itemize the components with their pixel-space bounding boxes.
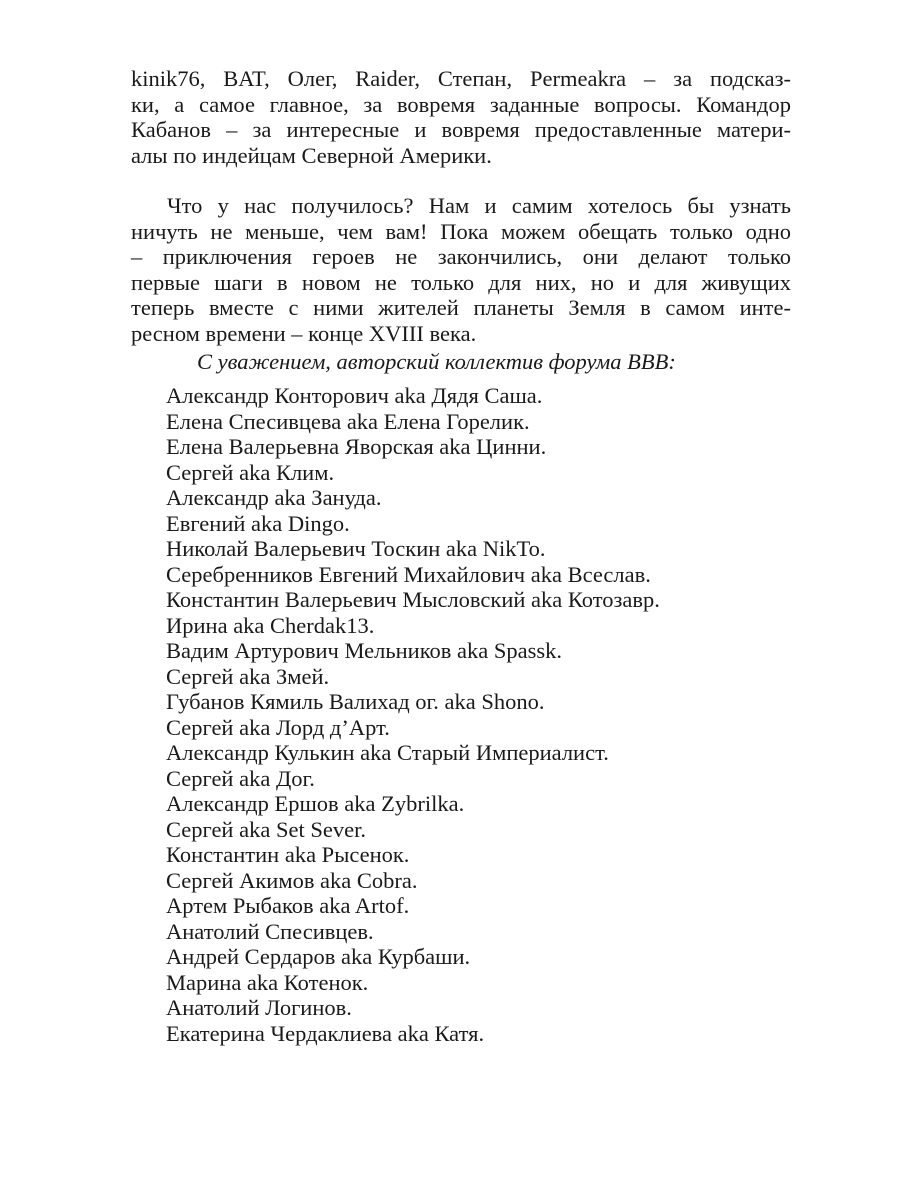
paragraph-line: ничуть не меньше, чем вам! Пока можем обещать только одно — [131, 218, 791, 244]
author-item: Марина aka Котенок. — [166, 969, 369, 995]
authors-list — [131, 383, 791, 1046]
paragraph-line: Что у нас получилось? Нам и самим хотелось бы узнать — [167, 193, 791, 218]
author-item: Елена Валерьевна Яворская aka Цинни. — [166, 434, 547, 459]
paragraph-line: ки, а самое главное, за вовремя заданные вопросы. Командор — [131, 91, 791, 117]
author-item: Сергей aka Set Sever. — [166, 816, 366, 842]
paragraph-line: теперь вместе с ними жителей планеты Земля в самом инте- — [131, 295, 791, 320]
author-item: Константин Валерьевич Мысловский aka Котозавр. — [166, 587, 660, 612]
author-item: Евгений aka Dingo. — [166, 510, 350, 536]
author-item: Артем Рыбаков aka Artof. — [166, 893, 410, 918]
closing-paragraph — [131, 193, 791, 346]
author-item: Александр Ершов aka Zybrilka. — [166, 791, 465, 816]
author-item: Константин aka Рысенок. — [166, 842, 410, 867]
book-page — [131, 66, 791, 1046]
author-item: Елена Спесивцева aka Елена Горелик. — [166, 408, 530, 434]
author-item: Николай Валерьевич Тоскин aka NikTo. — [166, 536, 546, 561]
signature-line: С уважением, авторский коллектив форума ВВВ: — [197, 349, 676, 374]
author-item: Андрей Сердаров aka Курбаши. — [166, 944, 471, 969]
author-item: Екатерина Чердаклиева aka Катя. — [166, 1020, 485, 1046]
author-item: Анатолий Спесивцев. — [166, 918, 374, 944]
acknowledgement-paragraph — [131, 66, 791, 168]
paragraph-line: Кабанов – за интересные и вовремя предоставленные матери- — [131, 117, 791, 142]
paragraph-line: – приключения героев не закончились, они делают только — [131, 244, 791, 269]
author-item: Губанов Кямиль Валихад ог. aka Shono. — [166, 689, 545, 714]
author-item: Александр Конторович aka Дядя Саша. — [166, 383, 543, 408]
paragraph-line: kinik76, BAT, Олег, Raider, Степан, Permeakra – за подсказ- — [131, 66, 791, 91]
paragraph-line: первые шаги в новом не только для них, но и для живущих — [131, 269, 791, 295]
author-item: Сергей aka Змей. — [166, 663, 330, 689]
author-item: Александр aka Зануда. — [166, 485, 382, 510]
author-item: Сергей aka Клим. — [166, 459, 335, 485]
author-item: Сергей Акимов aka Cobra. — [166, 867, 418, 893]
author-item: Александр Кулькин aka Старый Империалист. — [166, 740, 609, 765]
author-item: Сергей aka Дог. — [166, 765, 315, 791]
author-item: Вадим Артурович Мельников aka Spassk. — [166, 638, 562, 663]
paragraph-line: алы по индейцам Северной Америки. — [131, 142, 492, 168]
author-item: Сергей aka Лорд д’Арт. — [166, 714, 390, 740]
author-item: Ирина aka Cherdak13. — [166, 612, 375, 638]
paragraph-line: ресном времени – конце XVIII века. — [131, 320, 477, 346]
author-item: Анатолий Логинов. — [166, 995, 352, 1020]
author-item: Серебренников Евгений Михайлович aka Всеслав. — [166, 561, 651, 587]
